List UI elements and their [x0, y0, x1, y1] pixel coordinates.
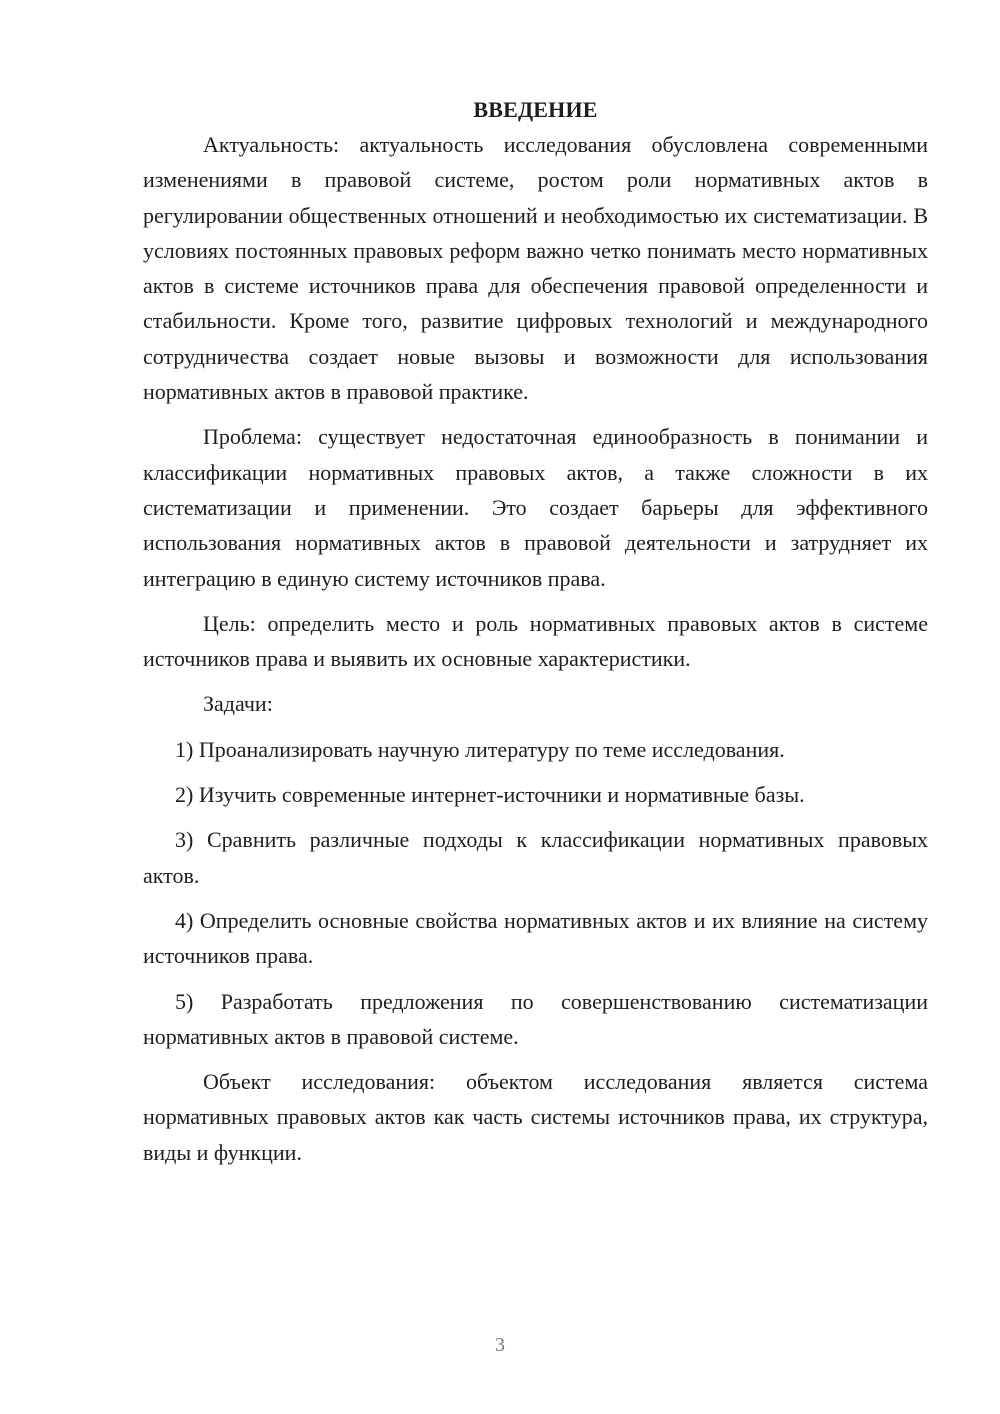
task-item-4: 4) Определить основные свойства нормативных актов и их влияние на систему источников права. — [143, 907, 928, 969]
task-item-1: 1) Проанализировать научную литературу по теме исследования. — [175, 736, 785, 762]
paragraph-problem: Проблема: существует недостаточная единообразность в понимании и классификации нормативных правовых актов, а также сложности в их систематизации и применении. Это создает барьеры для эффективного использования нормативных актов в правовой деятельности и затрудняет их интеграцию в единую систему источников права. — [143, 424, 928, 591]
task-item-5: 5) Разработать предложения по совершенствованию систематизации нормативных актов в правовой системе. — [143, 988, 928, 1049]
section-heading: ВВЕДЕНИЕ — [473, 97, 598, 122]
task-item-3: 3) Сравнить различные подходы к классификации нормативных правовых актов. — [143, 827, 928, 888]
paragraph-relevance: Актуальность: актуальность исследования обусловлена современными изменениями в правовой системе, ростом роли нормативных актов в регулировании общественных отношений и необходимостью их систематизации. В условиях постоянных правовых реформ важно четко понимать место нормативных актов в системе источников права для обеспечения правовой определенности и стабильности. Кроме того, развитие цифровых технологий и международного сотрудничества создает новые вызовы и возможности для использования нормативных актов в правовой практике. — [143, 132, 928, 405]
page-number: 3 — [495, 1334, 505, 1356]
paragraph-object: Объект исследования: объектом исследования является система нормативных правовых актов как часть системы источников права, их структура, виды и функции. — [143, 1069, 928, 1165]
paragraph-goal: Цель: определить место и роль нормативных правовых актов в системе источников права и выявить их основные характеристики. — [143, 610, 928, 672]
document-page — [143, 92, 928, 1180]
task-item-2: 2) Изучить современные интернет-источники и нормативные базы. — [175, 782, 805, 808]
tasks-label: Задачи: — [203, 691, 273, 717]
